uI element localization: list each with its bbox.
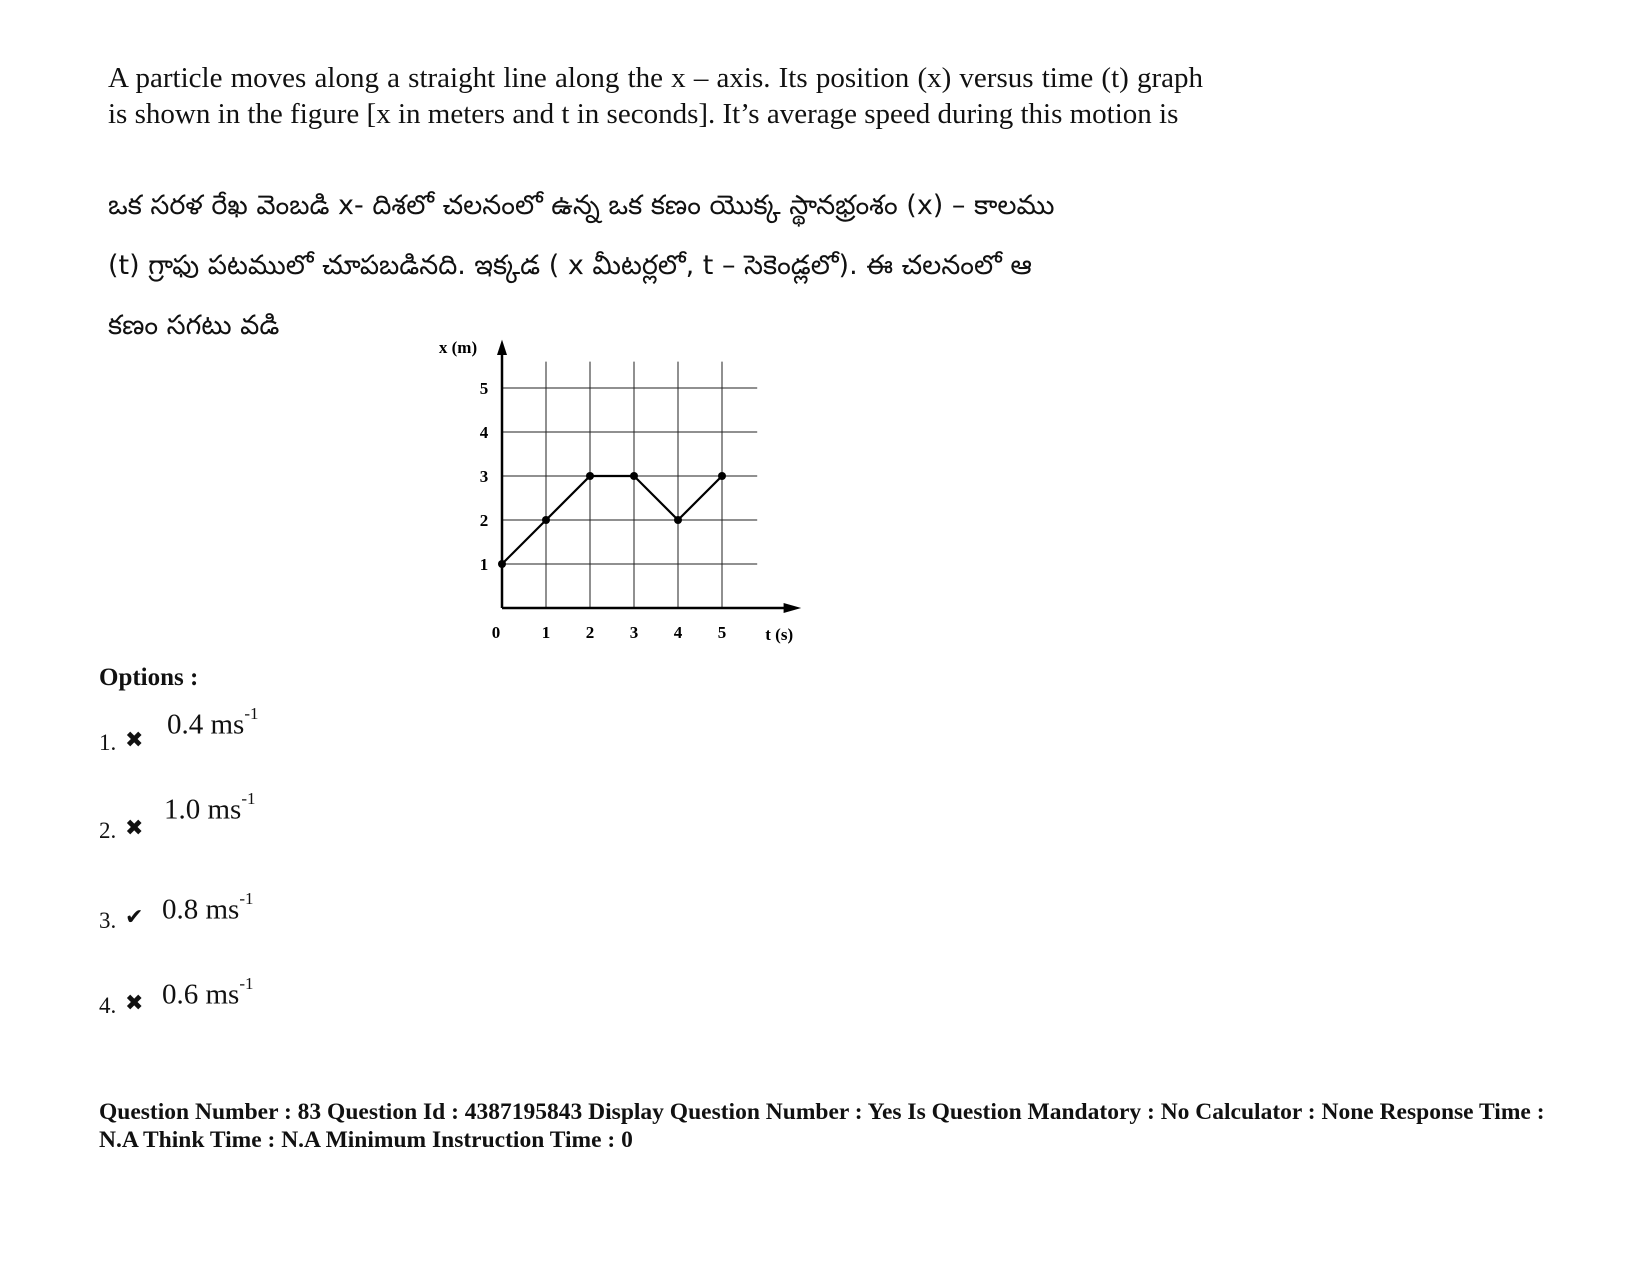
y-axis-arrow bbox=[497, 340, 507, 355]
x-tick-label: 4 bbox=[673, 623, 683, 642]
question-text-telugu-line-1: ఒక సరళ రేఖ వెంబడి x- దిశలో చలనంలో ఉన్న ఒక కణం యొక్క స్థానభ్రంశం (x) – కాలము bbox=[108, 190, 1055, 221]
question-text-telugu-line-3: కణం సగటు వడి bbox=[108, 310, 280, 341]
x-axis-label: t (s) bbox=[765, 625, 794, 644]
option-number: 1. bbox=[99, 730, 117, 755]
option-number: 2. bbox=[99, 818, 117, 843]
x-tick-label: 5 bbox=[717, 623, 727, 642]
data-point bbox=[586, 472, 594, 480]
option-1[interactable] bbox=[99, 700, 499, 760]
option-value: 0.8 $ms^{-1}$ bbox=[162, 889, 254, 926]
option-4[interactable] bbox=[99, 963, 499, 1023]
data-point bbox=[542, 516, 550, 524]
option-2[interactable] bbox=[99, 788, 499, 848]
data-point bbox=[498, 560, 506, 568]
x-tick-label: 2 bbox=[585, 623, 595, 642]
option-value: 0.4 $ms^{-1}$ bbox=[167, 704, 259, 741]
question-text-telugu-line-2: (t) గ్రాఫు పటములో చూపబడినది. ఇక్కడ ( x మీటర్లలో, t – సెకెండ్లలో). ఈ చలనంలో ఆ bbox=[108, 250, 1032, 281]
y-tick-label: 3 bbox=[479, 467, 489, 486]
x-tick-label: 0 bbox=[491, 623, 501, 642]
wrong-mark-icon: ✖ bbox=[125, 728, 144, 753]
data-point bbox=[718, 472, 726, 480]
y-tick-label: 1 bbox=[479, 555, 489, 574]
options-label: Options : bbox=[99, 664, 199, 691]
y-axis-label: x (m) bbox=[438, 338, 478, 357]
position-time-graph bbox=[430, 335, 810, 655]
check-mark-icon: ✔ bbox=[125, 905, 144, 930]
data-point bbox=[674, 516, 682, 524]
wrong-mark-icon: ✖ bbox=[125, 991, 144, 1016]
y-tick-label: 5 bbox=[479, 379, 489, 398]
data-point bbox=[630, 472, 638, 480]
option-3[interactable] bbox=[99, 878, 499, 938]
option-value: 0.6 $ms^{-1}$ bbox=[162, 974, 254, 1011]
option-number: 3. bbox=[99, 908, 117, 933]
option-value: 1.0 $ms^{-1}$ bbox=[164, 789, 256, 826]
wrong-mark-icon: ✖ bbox=[125, 816, 144, 841]
x-tick-label: 3 bbox=[629, 623, 639, 642]
option-number: 4. bbox=[99, 993, 117, 1018]
y-tick-label: 2 bbox=[479, 511, 489, 530]
x-axis-arrow bbox=[784, 603, 802, 613]
question-metadata: Question Number : 83 Question Id : 4387195843 Display Question Number : Yes Is Question Mandatory : No Calculator : None Response Time : N.A Think Time : N.A Minimum Instruction Time : 0 bbox=[99, 1099, 1545, 1153]
x-tick-label: 1 bbox=[541, 623, 551, 642]
y-tick-label: 4 bbox=[479, 423, 489, 442]
question-text-english: A particle moves along a straight line along the x – axis. Its position (x) versus time (t) graph is shown in the figure [x in meters and t in seconds]. It’s average speed during this motion is bbox=[108, 62, 1203, 130]
